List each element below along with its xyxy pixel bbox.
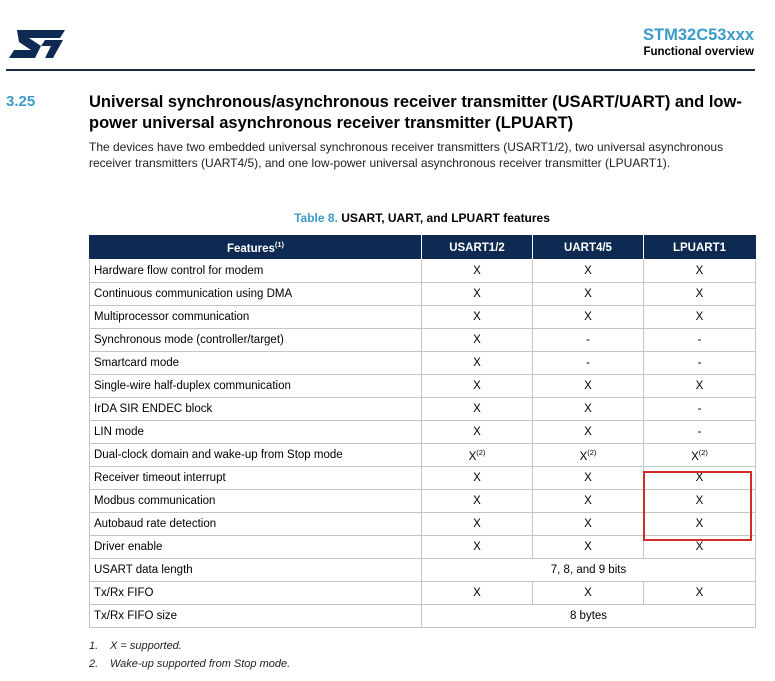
header-lpuart1: LPUART1 [644, 236, 756, 260]
feature-name: Dual-clock domain and wake-up from Stop mode [90, 444, 422, 467]
value-footnote-ref: (2) [476, 447, 486, 457]
header-usart12: USART1/2 [422, 236, 533, 260]
footnote-1: 1. X = supported. [89, 640, 182, 652]
value-cell: X [422, 490, 533, 513]
value-cell: X [644, 283, 756, 306]
feature-name: Driver enable [90, 536, 422, 559]
table-row [90, 283, 756, 306]
value-cell: X [533, 421, 644, 444]
value-cell: X [422, 375, 533, 398]
feature-name: Synchronous mode (controller/target) [90, 329, 422, 352]
value-cell: X [644, 260, 756, 283]
value-cell: X [533, 283, 644, 306]
document-title: STM32C53xxx [643, 26, 754, 44]
value-cell: X [533, 306, 644, 329]
section-number: 3.25 [6, 93, 36, 110]
header-divider [6, 69, 755, 71]
value-footnote-ref: (2) [587, 447, 597, 457]
value-cell: X$^{(2)}$ [533, 444, 644, 467]
feature-name: Autobaud rate detection [90, 513, 422, 536]
feature-name: Receiver timeout interrupt [90, 467, 422, 490]
document-subtitle: Functional overview [643, 46, 754, 58]
feature-name: LIN mode [90, 421, 422, 444]
table-row [90, 398, 756, 421]
value-footnote-ref: (2) [698, 447, 708, 457]
merged-value-cell: 7, 8, and 9 bits [422, 559, 756, 582]
feature-name: Smartcard mode [90, 352, 422, 375]
value-cell: X [422, 467, 533, 490]
table-row [90, 306, 756, 329]
value-cell: X [422, 398, 533, 421]
value-cell: X [422, 582, 533, 605]
header-footnote-ref: (1) [274, 240, 285, 249]
table-row [90, 559, 756, 582]
table-row [90, 444, 756, 467]
table-row [90, 352, 756, 375]
value-cell: - [644, 329, 756, 352]
table-row [90, 490, 756, 513]
table-header-row [90, 236, 756, 260]
table-caption-text: USART, UART, and LPUART features [341, 211, 550, 225]
feature-name: Tx/Rx FIFO size [90, 605, 422, 628]
value-cell: X [533, 467, 644, 490]
value-cell: X [533, 513, 644, 536]
value-cell: - [644, 352, 756, 375]
table-caption-number: Table 8. [294, 211, 338, 225]
value-cell: X [644, 536, 756, 559]
value-cell: X [533, 490, 644, 513]
table-row [90, 582, 756, 605]
feature-name: Tx/Rx FIFO [90, 582, 422, 605]
table-row [90, 536, 756, 559]
feature-name: Hardware flow control for modem [90, 260, 422, 283]
value-cell: X [422, 513, 533, 536]
table-row [90, 329, 756, 352]
table-row [90, 375, 756, 398]
value-cell: - [533, 329, 644, 352]
value-cell: X [533, 398, 644, 421]
merged-value-cell: 8 bytes [422, 605, 756, 628]
value-cell: X [644, 582, 756, 605]
value-cell: X [644, 490, 756, 513]
table-body [90, 260, 756, 628]
value-cell: X [422, 329, 533, 352]
feature-name: Multiprocessor communication [90, 306, 422, 329]
value-cell: - [644, 421, 756, 444]
value-cell: X [533, 260, 644, 283]
value-cell: X [533, 536, 644, 559]
value-cell: X [422, 421, 533, 444]
section-body: The devices have two embedded universal synchronous receiver transmitters (USART1/2), two universal asynchronous receiver transmitters (UART4/5), and one low-power universal asynchronous receiver transmitter (LPUART1). [89, 140, 724, 170]
value-cell: - [644, 398, 756, 421]
value-cell: X [422, 306, 533, 329]
header-uart45: UART4/5 [533, 236, 644, 260]
value-cell: X [644, 467, 756, 490]
value-cell: X [422, 283, 533, 306]
feature-name: Single-wire half-duplex communication [90, 375, 422, 398]
table-row [90, 260, 756, 283]
value-cell: X [422, 352, 533, 375]
feature-name: USART data length [90, 559, 422, 582]
value-cell: X [422, 260, 533, 283]
table-row [90, 421, 756, 444]
value-cell: X [533, 582, 644, 605]
feature-name: Modbus communication [90, 490, 422, 513]
st-logo [8, 28, 66, 60]
header-features: Features$^{(1)}$ [90, 236, 422, 260]
value-cell: X [422, 536, 533, 559]
value-cell: X [644, 375, 756, 398]
table-row [90, 513, 756, 536]
feature-name: Continuous communication using DMA [90, 283, 422, 306]
value-cell: - [533, 352, 644, 375]
feature-name: IrDA SIR ENDEC block [90, 398, 422, 421]
section-title: Universal synchronous/asynchronous receiver transmitter (USART/UART) and low-power universal asynchronous receiver transmitter (LPUART) [89, 93, 742, 132]
value-cell: X$^{(2)}$ [422, 444, 533, 467]
table-caption [89, 211, 755, 225]
value-cell: X$^{(2)}$ [644, 444, 756, 467]
value-cell: X [644, 306, 756, 329]
features-table [89, 235, 756, 628]
value-cell: X [644, 513, 756, 536]
table-row [90, 467, 756, 490]
footnote-2: 2. Wake-up supported from Stop mode. [89, 658, 291, 670]
value-cell: X [533, 375, 644, 398]
table-row [90, 605, 756, 628]
